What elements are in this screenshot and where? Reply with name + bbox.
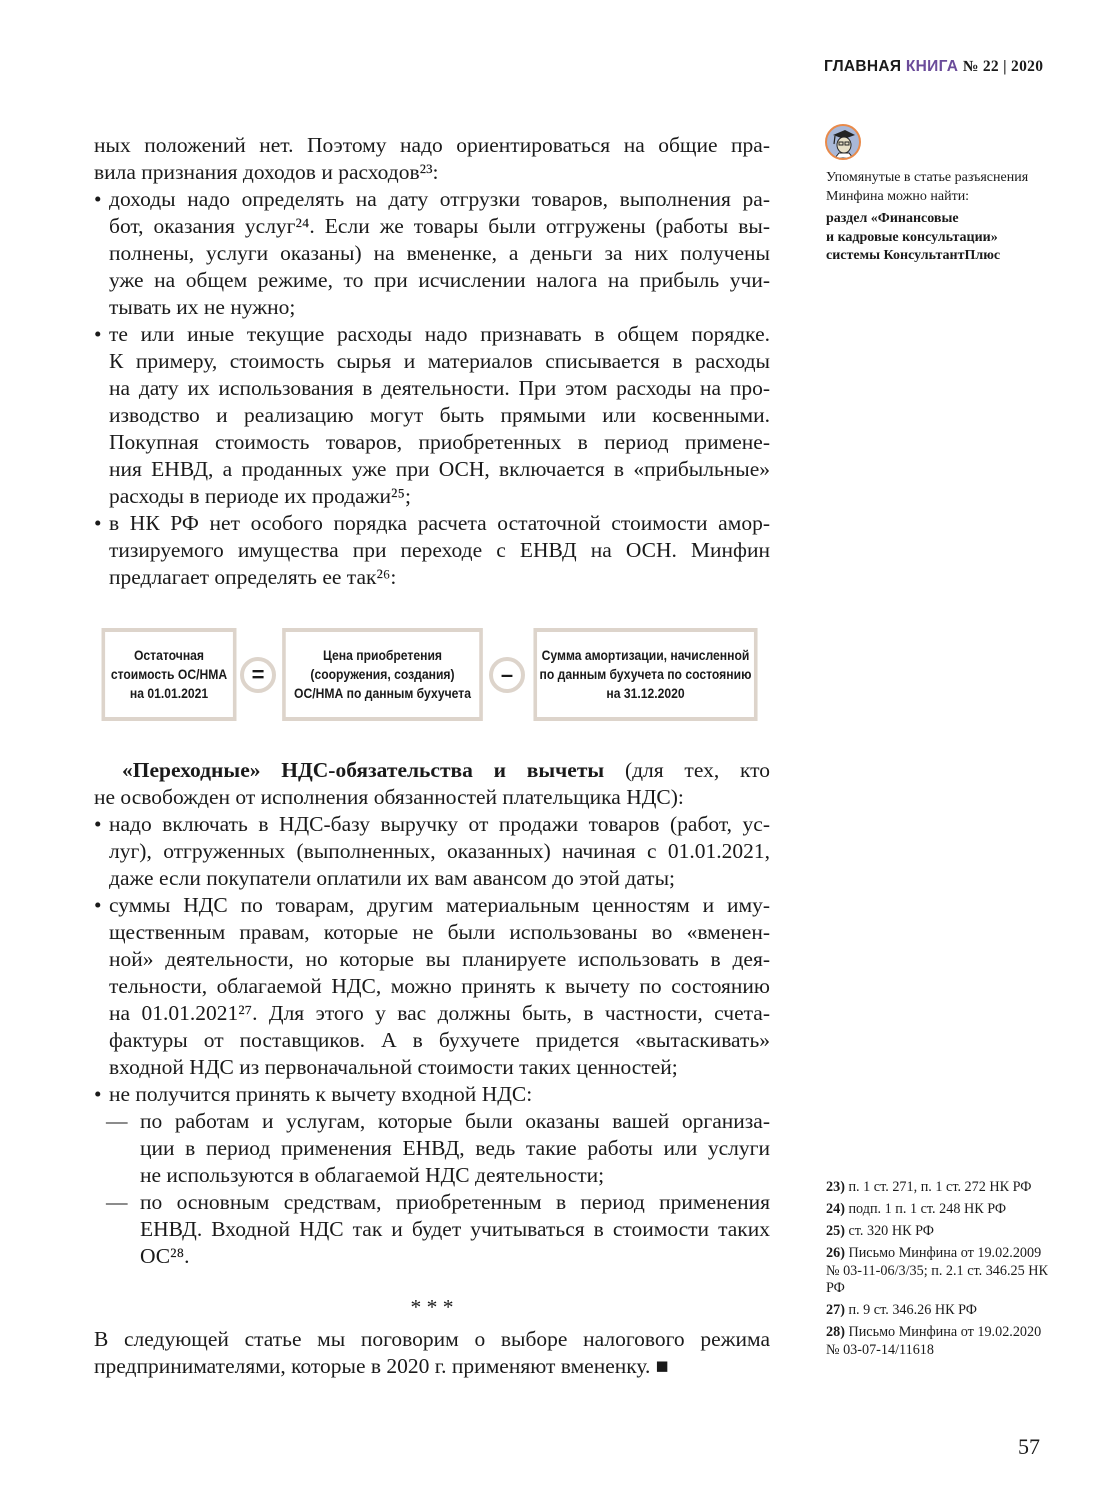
formula-text: ОС/НМА по данным бухучета bbox=[294, 686, 471, 701]
footnote-text: ст. 320 НК РФ bbox=[848, 1223, 934, 1239]
bullet-marker: • bbox=[94, 893, 102, 917]
text-line: суммы НДС по товарам, другим материальным ценностям и иму- bbox=[109, 893, 770, 917]
text-line: изводство и реализацию могут быть прямыми или косвенными. bbox=[109, 403, 770, 427]
sidebar-note bbox=[826, 169, 1056, 266]
separator: * * * bbox=[410, 1295, 454, 1319]
text-line: предлагает определять ее так²⁶: bbox=[109, 565, 397, 589]
sidebar-note-text: Упомянутые в статье разъяснения Минфина можно найти: bbox=[826, 170, 1029, 204]
header-title-part2: КНИГА bbox=[905, 58, 959, 75]
formula-text: Остаточная bbox=[133, 648, 205, 663]
text-line: полнены, услуги оказаны) на вмененке, а деньги за них получены bbox=[109, 241, 770, 265]
text-line: не используются в облагаемой НДС деятельности; bbox=[140, 1163, 605, 1187]
text-line: не получится принять к вычету входной НДС: bbox=[109, 1082, 533, 1106]
section-heading-rest: (для тех, кто bbox=[604, 758, 770, 782]
footnote-text: п. 9 ст. 346.26 НК РФ bbox=[848, 1302, 977, 1318]
dash-marker: — bbox=[106, 1190, 128, 1214]
footnote-text: Письмо Минфина от 19.02.2020 № 03-07-14/11618 bbox=[826, 1324, 1042, 1358]
footnote-number: 27) bbox=[826, 1302, 845, 1318]
text-line: ной» деятельности, но которые вы планируете использовать в дея- bbox=[109, 947, 770, 971]
list-item bbox=[94, 510, 770, 591]
footnote bbox=[826, 1179, 1056, 1197]
main-text-section-2 bbox=[94, 757, 770, 1380]
formula-diagram bbox=[94, 628, 770, 721]
text-line: бот, оказания услуг²⁴. Если же товары были отгружены (работы вы- bbox=[109, 214, 770, 238]
list-item bbox=[94, 811, 770, 892]
paragraph bbox=[94, 132, 770, 186]
bullet-marker: • bbox=[94, 322, 102, 346]
formula-text: Сумма амортизации, начисленной bbox=[541, 648, 750, 663]
text-line: на 01.01.2021²⁷. Для этого у вас должны быть, в частности, счета- bbox=[109, 1001, 770, 1025]
footnote-number: 23) bbox=[826, 1179, 845, 1195]
text-line: вила признания доходов и расходов²³: bbox=[94, 160, 439, 184]
text-line: входной НДС из первоначальной стоимости таких ценностей; bbox=[109, 1055, 678, 1079]
text-line: тизируемого имущества при переходе с ЕНВД на ОСН. Минфин bbox=[109, 538, 770, 562]
text-line: Покупная стоимость товаров, приобретенных в период примене- bbox=[109, 430, 770, 454]
bullet-marker: • bbox=[94, 812, 102, 836]
list-item bbox=[94, 186, 770, 321]
page-number: 57 bbox=[1018, 1434, 1040, 1459]
formula-residual-value-box bbox=[102, 628, 237, 721]
text-line: ния ЕНВД, а проданных уже при ОСН, включается в «прибыльные» bbox=[109, 457, 770, 481]
text-line: щественным правам, которые не были использованы во «вменен- bbox=[109, 920, 770, 944]
sidebar-source bbox=[826, 210, 1056, 266]
text-line: В следующей статье мы поговорим о выборе налогового режима bbox=[94, 1327, 770, 1351]
bullet-marker: • bbox=[94, 1082, 102, 1106]
section-heading-line bbox=[94, 757, 770, 784]
text-line: на дату их использования в деятельности. При этом расходы на про- bbox=[109, 376, 770, 400]
formula-text: на 31.12.2020 bbox=[606, 686, 685, 701]
section-heading: «Переходные» НДС-обязательства и вычеты bbox=[122, 758, 605, 782]
magazine-header bbox=[824, 58, 1043, 76]
text-line: ЕНВД. Входной НДС так и будет учитываться в стоимости таких bbox=[140, 1217, 770, 1241]
text-line: луг), отгруженных (выполненных, оказанных) начиная с 01.01.2021, bbox=[109, 839, 770, 863]
footnote-number: 26) bbox=[826, 1245, 845, 1261]
formula-text: по данным бухучета по состоянию bbox=[539, 667, 752, 682]
text-line: по основным средствам, приобретенным в период применения bbox=[140, 1190, 770, 1214]
sidebar-source-line: раздел «Финансовые bbox=[826, 211, 959, 226]
bullet-marker: • bbox=[94, 187, 102, 211]
footnote-text: п. 1 ст. 271, п. 1 ст. 272 НК РФ bbox=[848, 1179, 1032, 1195]
text-line: по работам и услугам, которые были оказаны вашей организа- bbox=[140, 1109, 770, 1133]
text-line: ции в период применения ЕНВД, ведь такие работы или услуги bbox=[140, 1136, 770, 1160]
formula-depreciation-box bbox=[533, 628, 757, 721]
closing-paragraph bbox=[94, 1326, 770, 1380]
formula-text: Цена приобретения bbox=[322, 648, 443, 663]
main-text-section-1 bbox=[94, 132, 770, 591]
list-item bbox=[94, 892, 770, 1081]
footnote-text: Письмо Минфина от 19.02.2009 № 03-11-06/3/35; п. 2.1 ст. 346.25 НК РФ bbox=[826, 1245, 1048, 1296]
footnote bbox=[826, 1245, 1056, 1298]
list-item bbox=[94, 1108, 770, 1189]
text-line: расходы в периоде их продажи²⁵; bbox=[109, 484, 411, 508]
text-line: доходы надо определять на дату отгрузки товаров, выполнения ра- bbox=[109, 187, 770, 211]
footnote-number: 28) bbox=[826, 1324, 845, 1340]
sidebar-source-line: системы КонсультантПлюс bbox=[826, 248, 1001, 263]
minus-sign-icon: – bbox=[489, 657, 525, 693]
footnote bbox=[826, 1201, 1056, 1219]
text-line: ных положений нет. Поэтому надо ориентироваться на общие пра- bbox=[94, 133, 770, 157]
footnote-number: 24) bbox=[826, 1201, 845, 1217]
text-line: тельности, облагаемой НДС, можно принять к вычету по состоянию bbox=[109, 974, 770, 998]
text-line: не освобожден от исполнения обязанностей плательщика НДС): bbox=[94, 785, 684, 809]
text-line: тывать их не нужно; bbox=[109, 295, 296, 319]
footnote bbox=[826, 1324, 1056, 1359]
text-line: фактуры от поставщиков. А в бухучете придется «вытаскивать» bbox=[109, 1028, 770, 1052]
text-line: в НК РФ нет особого порядка расчета остаточной стоимости амор- bbox=[109, 511, 770, 535]
footnote bbox=[826, 1302, 1056, 1320]
header-issue: № 22 | 2020 bbox=[962, 58, 1044, 75]
dash-marker: — bbox=[106, 1109, 128, 1133]
text-line: ОС²⁸. bbox=[140, 1244, 190, 1268]
text-line: К примеру, стоимость сырья и материалов списывается в расходы bbox=[109, 349, 770, 373]
formula-acquisition-price-box bbox=[282, 628, 483, 721]
sidebar-source-line: и кадровые консультации» bbox=[826, 229, 998, 245]
text-line: предпринимателями, которые в 2020 г. применяют вмененку. ■ bbox=[94, 1354, 669, 1378]
text-line: те или иные текущие расходы надо признавать в общем порядке. bbox=[109, 322, 770, 346]
expert-avatar-icon bbox=[825, 124, 861, 160]
footnote bbox=[826, 1223, 1056, 1241]
equals-sign-icon: = bbox=[240, 657, 276, 693]
bullet-marker: • bbox=[94, 511, 102, 535]
text-line: даже если покупатели оплатили их вам авансом до этой даты; bbox=[109, 866, 675, 890]
list-item bbox=[94, 321, 770, 510]
formula-text: (сооружения, создания) bbox=[310, 667, 455, 682]
formula-text: на 01.01.2021 bbox=[129, 686, 209, 701]
footnote-number: 25) bbox=[826, 1223, 845, 1239]
list-item bbox=[94, 1081, 770, 1108]
footnotes bbox=[826, 1179, 1056, 1364]
text-line: уже на общем режиме, то при исчислении налога на прибыль учи- bbox=[109, 268, 770, 292]
header-title-part1: ГЛАВНАЯ bbox=[824, 58, 902, 75]
formula-text: стоимость ОС/НМА bbox=[110, 667, 228, 682]
list-item bbox=[94, 1189, 770, 1270]
text-line: надо включать в НДС-базу выручку от продажи товаров (работ, ус- bbox=[109, 812, 770, 836]
footnote-text: подп. 1 п. 1 ст. 248 НК РФ bbox=[848, 1201, 1007, 1217]
